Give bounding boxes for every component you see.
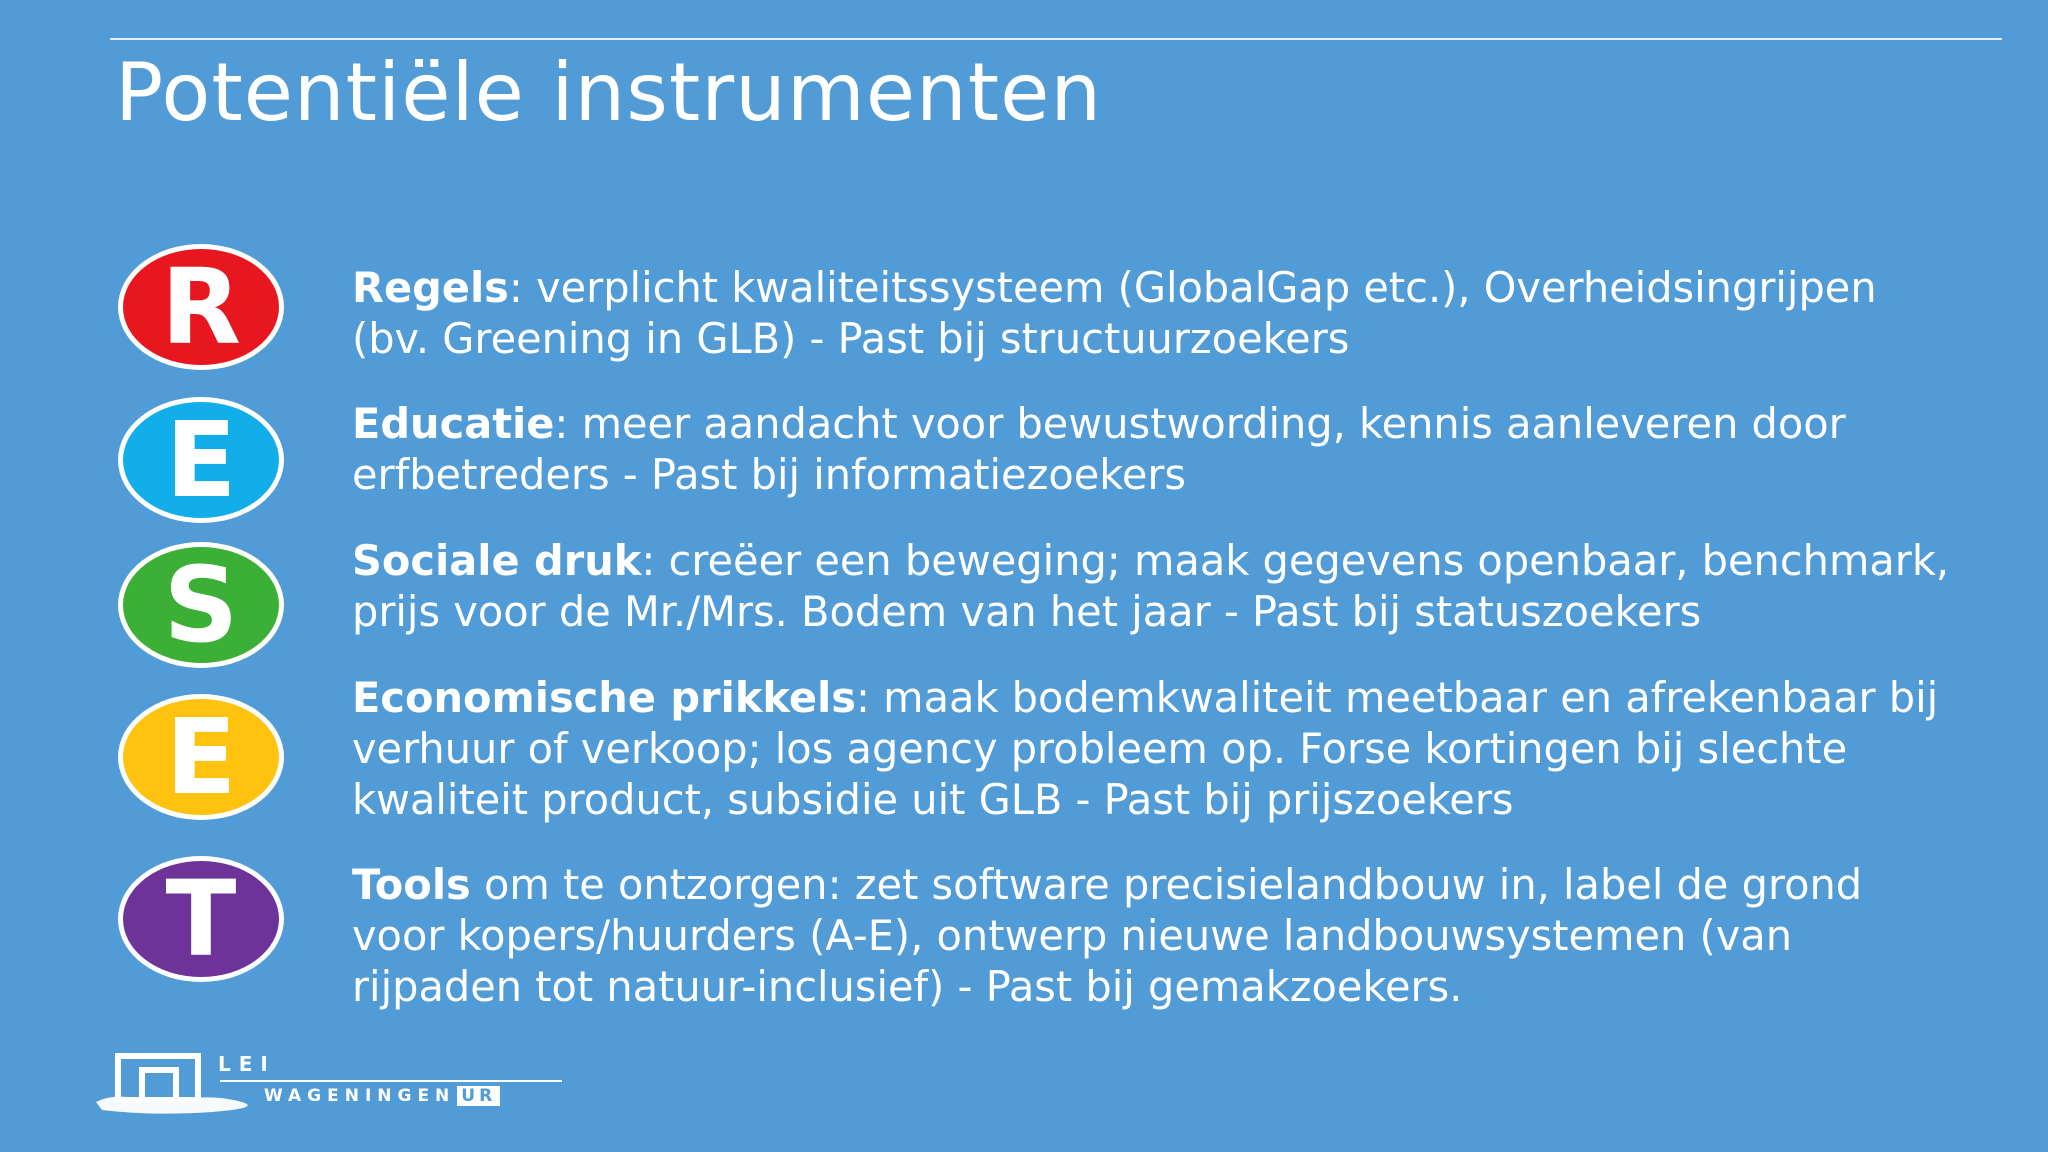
item-text: om te ontzorgen: zet software precisielandbouw in, label de grond (470, 860, 1863, 909)
item-line (352, 859, 2012, 910)
item-keyword: Economische prikkels (352, 673, 856, 722)
item-text: : meer aandacht voor bewustwording, kennis aanleveren door (554, 399, 1846, 448)
logo-wageningen-text (264, 1086, 500, 1106)
badge-letter: E (165, 399, 237, 521)
item-line: verhuur of verkoop; los agency probleem op. Forse kortingen bij slechte (352, 724, 1848, 773)
item-keyword: Educatie (352, 399, 555, 448)
item-line: voor kopers/huurders (A-E), ontwerp nieuwe landbouwsystemen (van (352, 911, 1792, 960)
item-sociale-druk (352, 535, 2012, 637)
logo-lei-text: LEI (218, 1052, 276, 1076)
item-keyword: Sociale druk (352, 536, 642, 585)
item-economische-prikkels (352, 672, 2012, 825)
item-text: : creëer een beweging; maak gegevens openbaar, benchmark, (641, 536, 1950, 585)
item-line (352, 262, 2012, 313)
badge-t (118, 856, 284, 982)
badge-letter: R (160, 246, 242, 368)
logo-divider (220, 1080, 562, 1082)
item-line: (bv. Greening in GLB) - Past bij structuurzoekers (352, 314, 1350, 363)
item-tools (352, 859, 2012, 1012)
slide-title: Potentiële instrumenten (115, 46, 1103, 139)
item-line: rijpaden tot natuur-inclusief) - Past bij gemakzoekers. (352, 962, 1463, 1011)
item-text: : maak bodemkwaliteit meetbaar en afrekenbaar bij (855, 673, 1939, 722)
item-line (352, 398, 2012, 449)
badge-letter: T (165, 858, 237, 980)
item-line: kwaliteit product, subsidie uit GLB - Past bij prijszoekers (352, 775, 1514, 824)
title-rule (110, 38, 2002, 40)
item-keyword: Tools (352, 860, 471, 909)
badge-letter: E (165, 696, 237, 818)
item-line: prijs voor de Mr./Mrs. Bodem van het jaar - Past bij statuszoekers (352, 587, 1702, 636)
logo-wageningen-word: WAGENINGEN (264, 1086, 456, 1106)
badge-e-educatie (118, 397, 284, 523)
logo-ur-badge: UR (457, 1086, 500, 1106)
badge-e-economische (118, 694, 284, 820)
item-keyword: Regels (352, 263, 509, 312)
item-educatie (352, 398, 2012, 500)
lei-wageningen-logo-icon (92, 1046, 562, 1118)
item-line (352, 672, 2012, 723)
item-line (352, 535, 2012, 586)
badge-letter: S (163, 544, 239, 666)
item-text: : verplicht kwaliteitssysteem (GlobalGap etc.), Overheidsingrijpen (508, 263, 1877, 312)
badge-r (118, 244, 284, 370)
badge-s (118, 542, 284, 668)
item-regels (352, 262, 2012, 364)
item-line: erfbetreders - Past bij informatiezoekers (352, 450, 1187, 499)
